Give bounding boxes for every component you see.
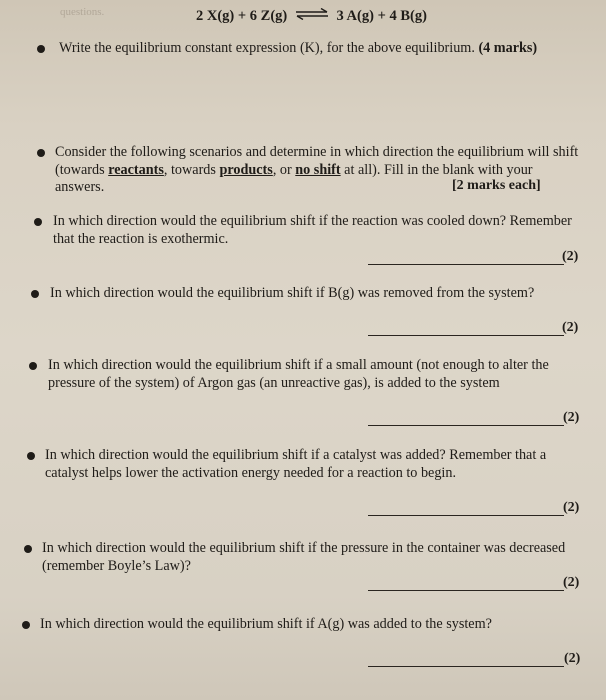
instructions-part2: at all). Fill in the blank with your answers. <box>55 161 533 195</box>
question-1-marks: (2) <box>562 249 579 264</box>
question-5-text: In which direction would the equilibrium shift if the pressure in the container was decreased (remember Boyle’s Law)? <box>42 540 566 574</box>
answer-blank-4[interactable] <box>368 515 564 516</box>
question-3-marks: (2) <box>563 410 580 425</box>
instructions-marks: [2 marks each] <box>452 178 541 193</box>
question-6-marks: (2) <box>564 651 581 666</box>
instructions-sep2: , or <box>272 161 296 178</box>
instructions-sep1: , towards <box>163 161 220 178</box>
bullet-icon <box>37 149 45 157</box>
bullet-icon <box>24 545 32 553</box>
equation-reactants: 2 X(g) + 6 Z(g) <box>196 8 288 24</box>
question-4-text: In which direction would the equilibrium shift if a catalyst was added? Remember that a catalyst helps lower the activation energy needed for a reaction to begin. <box>45 447 547 481</box>
bullet-icon <box>22 621 30 629</box>
instructions-part1: Consider the following scenarios and determine in which direction the equilibrium will shift (towards <box>55 144 579 178</box>
intro-question <box>59 40 589 58</box>
keyword-reactants: reactants <box>108 161 164 178</box>
equilibrium-arrow-icon <box>295 8 329 25</box>
answer-blank-3[interactable] <box>368 425 564 426</box>
bullet-icon <box>27 452 35 460</box>
equation-products: 3 A(g) + 4 B(g) <box>336 8 427 24</box>
question-4-marks: (2) <box>563 500 580 515</box>
answer-blank-1[interactable] <box>368 264 564 265</box>
question-1-text: In which direction would the equilibrium shift if the reaction was cooled down? Remember that the reaction is exothermic. <box>53 213 572 247</box>
intro-question-marks: (4 marks) <box>478 40 538 56</box>
bullet-icon <box>34 218 42 226</box>
answer-blank-5[interactable] <box>368 590 564 591</box>
bullet-icon <box>37 45 45 53</box>
question-6-text: In which direction would the equilibrium shift if A(g) was added to the system? <box>40 616 492 632</box>
equilibrium-equation <box>196 8 427 25</box>
bleed-through-text: questions. <box>60 6 105 18</box>
answer-blank-6[interactable] <box>368 666 564 667</box>
question-2-text: In which direction would the equilibrium shift if B(g) was removed from the system? <box>50 285 535 301</box>
question-2-marks: (2) <box>562 320 579 335</box>
keyword-no-shift: no shift <box>295 161 341 178</box>
question-5-marks: (2) <box>563 575 580 590</box>
keyword-products: products <box>219 161 273 178</box>
bullet-icon <box>31 290 39 298</box>
answer-blank-2[interactable] <box>368 335 564 336</box>
bullet-icon <box>29 362 37 370</box>
intro-question-text: Write the equilibrium constant expression (K), for the above equilibrium. <box>59 40 475 56</box>
question-3-text: In which direction would the equilibrium shift if a small amount (not enough to alter the pressure of the system) of Argon gas (an unreactive gas), is added to the system <box>48 357 549 391</box>
